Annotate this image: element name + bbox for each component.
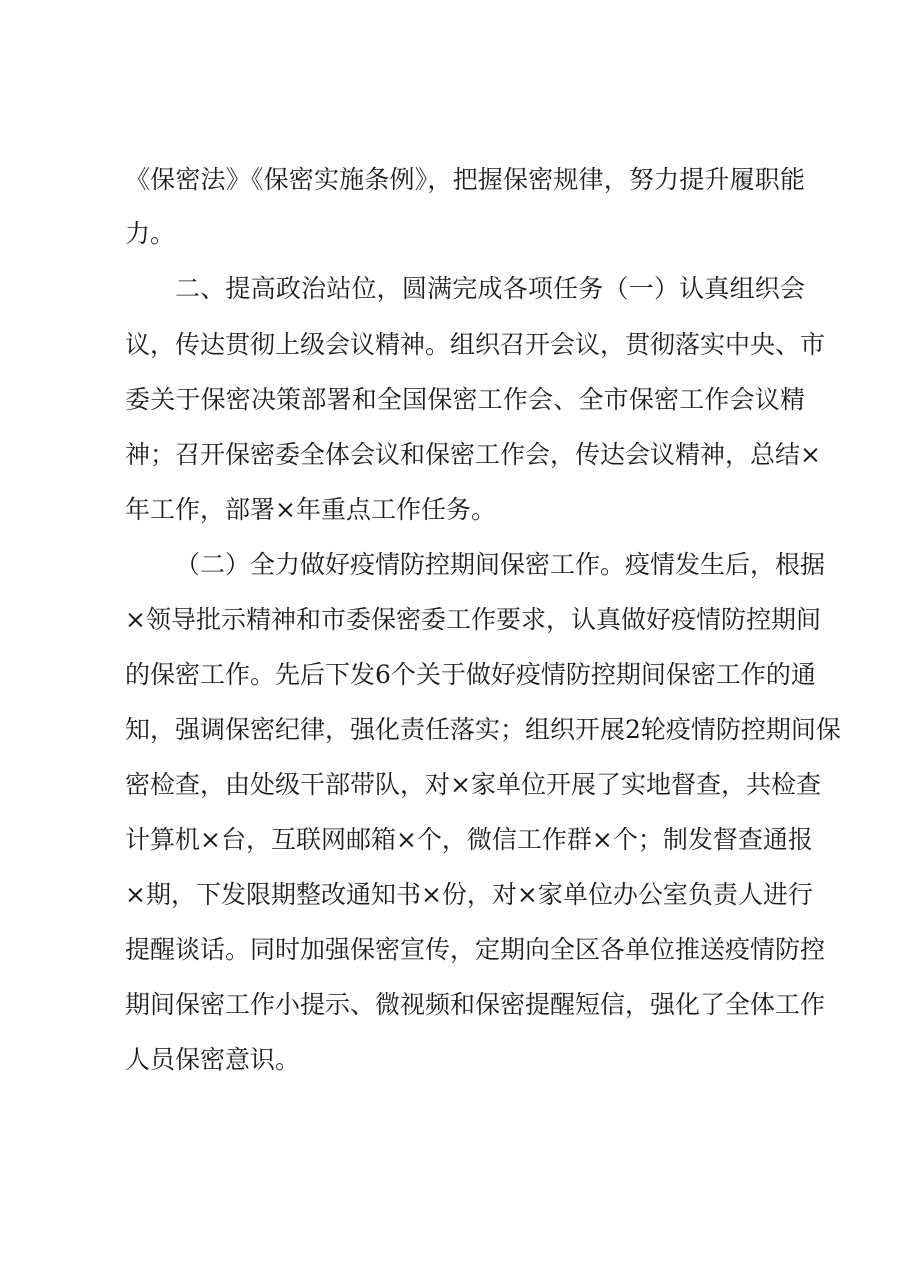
text-line: ×期，下发限期整改通知书×份，对×家单位办公室负责人进行 <box>125 880 813 909</box>
subsection-heading-line: （二）全力做好疫情防控期间保密工作。疫情发生后，根据 <box>175 550 826 579</box>
text-line: 提醒谈话。同时加强保密宣传，定期向全区各单位推送疫情防控 <box>125 935 826 964</box>
text-line: ×领导批示精神和市委保密委工作要求，认真做好疫情防控期间 <box>125 605 821 634</box>
text-line: 期间保密工作小提示、微视频和保密提醒短信，强化了全体工作 <box>125 990 826 1019</box>
text-line: 委关于保密决策部署和全国保密工作会、全市保密工作会议精 <box>125 385 805 414</box>
text-line: 知，强调保密纪律，强化责任落实；组织开展2轮疫情防控期间保 <box>125 715 841 744</box>
section-heading-line: 二、提高政治站位，圆满完成各项任务（一）认真组织会 <box>175 274 805 303</box>
text-line: 的保密工作。先后下发6个关于做好疫情防控期间保密工作的通 <box>125 660 816 689</box>
text-line: 计算机×台，互联网邮箱×个，微信工作群×个；制发督查通报 <box>125 825 813 854</box>
text-line: 力。 <box>125 219 176 248</box>
text-line: 神；召开保密委全体会议和保密工作会，传达会议精神，总结× <box>125 440 821 469</box>
text-line: 人员保密意识。 <box>125 1045 301 1074</box>
text-line: 密检查，由处级干部带队，对×家单位开展了实地督查，共检查 <box>125 770 821 799</box>
text-line: 年工作，部署×年重点工作任务。 <box>125 495 496 524</box>
text-line: 议，传达贯彻上级会议精神。组织召开会议，贯彻落实中央、市 <box>125 330 826 359</box>
text-line: 《保密法》《保密实施条例》，把握保密规律，努力提升履职能 <box>125 165 805 194</box>
